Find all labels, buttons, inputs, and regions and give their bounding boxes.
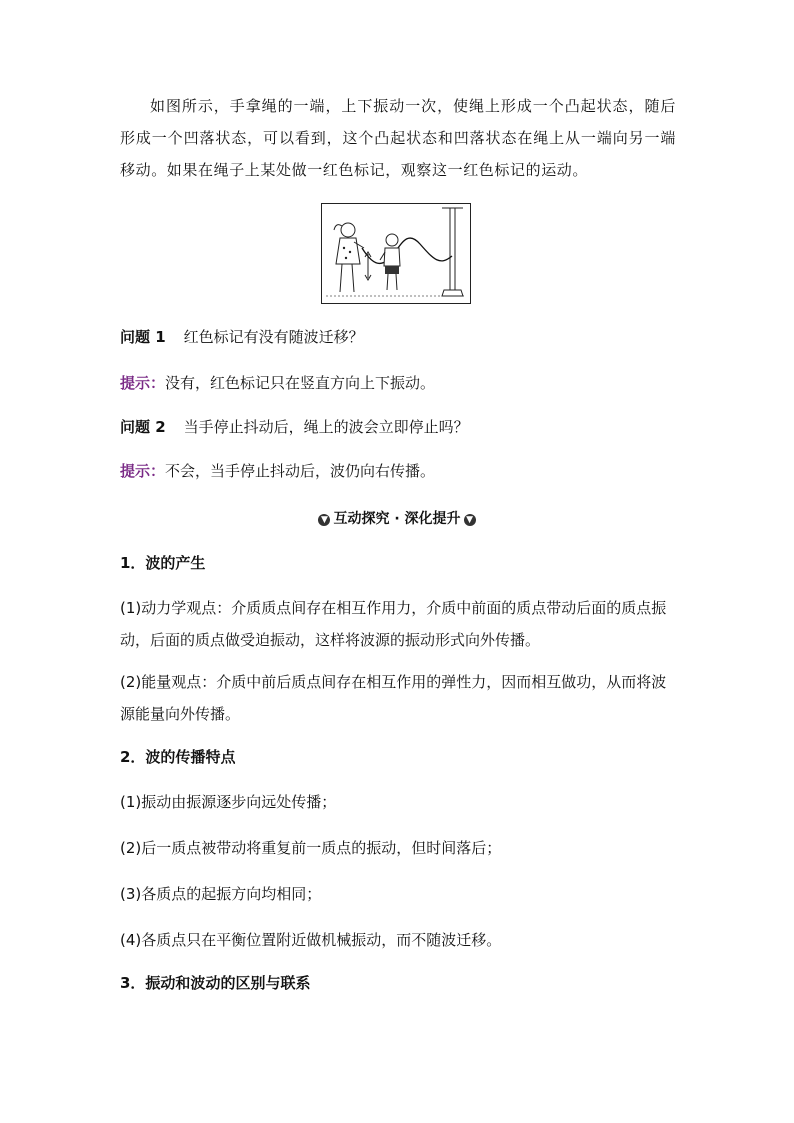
hint-2 — [120, 460, 680, 481]
section-2-item-2: (2)后一质点被带动将重复前一质点的振动，但时间落后； — [120, 839, 502, 857]
hint-2-label: 提示： — [120, 462, 166, 480]
chevron-down-icon: ▼ — [464, 514, 476, 526]
question-1-label: 问题 1 — [120, 328, 166, 346]
banner-title: 互动探究 · 深化提升 — [333, 511, 461, 527]
section-2-item-1: (1)振动由振源逐步向远处传播； — [120, 793, 337, 811]
section-2-item-4: (4)各质点只在平衡位置附近做机械振动，而不随波迁移。 — [120, 931, 502, 949]
section-1-title: 1．波的产生 — [120, 554, 206, 572]
question-2 — [120, 416, 680, 437]
question-1-text: 红色标记有没有随波迁移？ — [183, 328, 364, 346]
hint-1-text: 没有，红色标记只在竖直方向上下振动。 — [165, 374, 436, 392]
section-1-item-1: (1)动力学观点：介质质点间存在相互作用力，介质中前面的质点带动后面的质点振动，后面的质点做受迫振动，这样将波源的振动形式向外传播。 — [120, 599, 667, 649]
chevron-down-icon: ▼ — [318, 514, 330, 526]
hint-1 — [120, 372, 680, 393]
hint-2-text: 不会，当手停止抖动后，波仍向右传播。 — [165, 462, 436, 480]
intro-paragraph: 如图所示，手拿绳的一端，上下振动一次，使绳上形成一个凸起状态，随后形成一个凹落状态，可以看到，这个凸起状态和凹落状态在绳上从一端向另一端移动。如果在绳子上某处做一红色标记，观察这一红色标记的运动。 — [120, 97, 676, 179]
rope-wave-illustration — [321, 203, 471, 304]
hint-1-label: 提示： — [120, 374, 166, 392]
question-2-label: 问题 2 — [120, 418, 166, 436]
question-2-text: 当手停止抖动后，绳上的波会立即停止吗？ — [183, 418, 469, 436]
section-2-item-3: (3)各质点的起振方向均相同； — [120, 885, 322, 903]
section-1-item-2: (2)能量观点：介质中前后质点间存在相互作用的弹性力，因而相互做功，从而将波源能量向外传播。 — [120, 673, 667, 723]
rope-wave-drawing — [322, 204, 470, 303]
section-2-title: 2．波的传播特点 — [120, 748, 236, 766]
question-1 — [120, 326, 680, 347]
section-banner — [0, 508, 794, 528]
section-3-title: 3．振动和波动的区别与联系 — [120, 974, 311, 992]
